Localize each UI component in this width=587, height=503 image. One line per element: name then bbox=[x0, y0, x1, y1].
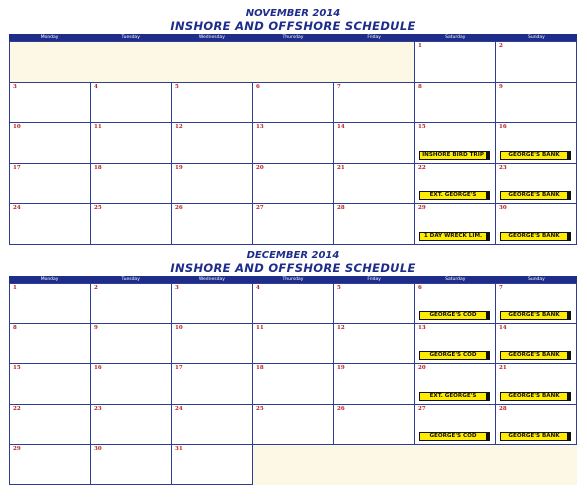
day-number: 16 bbox=[94, 365, 102, 372]
day-cell[interactable] bbox=[172, 164, 253, 205]
day-cell[interactable] bbox=[172, 324, 253, 364]
day-number: 17 bbox=[13, 164, 21, 171]
day-number: 9 bbox=[94, 325, 98, 332]
weekday-sunday: Sunday bbox=[528, 35, 545, 40]
day-cell[interactable] bbox=[91, 324, 172, 364]
day-number: 6 bbox=[256, 83, 260, 90]
schedule-title: INSHORE AND OFFSHORE SCHEDULE bbox=[170, 261, 416, 275]
day-cell[interactable] bbox=[334, 83, 415, 124]
day-cell[interactable] bbox=[253, 284, 334, 324]
day-cell[interactable] bbox=[496, 42, 577, 83]
day-cell[interactable] bbox=[91, 445, 172, 485]
trip-event-label[interactable]: GEORGE'S COD bbox=[419, 351, 490, 360]
day-cell[interactable] bbox=[253, 204, 334, 245]
day-number: 1 bbox=[418, 43, 422, 49]
day-cell[interactable] bbox=[415, 364, 496, 404]
day-number: 29 bbox=[13, 445, 21, 452]
day-number: 13 bbox=[418, 325, 426, 332]
day-number: 31 bbox=[175, 445, 183, 452]
trip-event-label[interactable]: GEORGE'S BANK bbox=[500, 232, 571, 241]
weekday-monday: Monday bbox=[40, 35, 59, 40]
day-number: 6 bbox=[418, 285, 422, 291]
weekday-wednesday: Wednesday bbox=[198, 277, 225, 282]
day-cell[interactable] bbox=[10, 445, 91, 485]
day-cell[interactable] bbox=[91, 364, 172, 404]
day-cell[interactable] bbox=[253, 164, 334, 205]
day-cell[interactable] bbox=[172, 405, 253, 445]
day-number: 4 bbox=[256, 285, 260, 291]
day-cell[interactable] bbox=[253, 364, 334, 404]
day-number: 14 bbox=[499, 325, 507, 332]
day-number: 3 bbox=[13, 83, 17, 90]
empty-day-cell bbox=[334, 42, 415, 83]
weekday-friday: Friday bbox=[367, 277, 381, 282]
day-number: 28 bbox=[337, 205, 345, 212]
trip-event-label[interactable]: GEORGE'S BANK bbox=[500, 432, 571, 441]
day-number: 22 bbox=[13, 405, 21, 412]
weekday-friday: Friday bbox=[367, 35, 381, 40]
day-cell[interactable] bbox=[91, 164, 172, 205]
day-number: 8 bbox=[13, 325, 17, 332]
trip-event-label[interactable]: GEORGE'S COD bbox=[419, 311, 490, 320]
day-cell[interactable] bbox=[415, 42, 496, 83]
day-number: 5 bbox=[175, 83, 179, 90]
trip-event-label[interactable]: GEORGE'S BANK bbox=[500, 191, 571, 200]
weekday-saturday: Saturday bbox=[445, 35, 466, 40]
day-cell[interactable] bbox=[91, 405, 172, 445]
day-cell[interactable] bbox=[253, 324, 334, 364]
day-number: 3 bbox=[175, 285, 179, 291]
day-number: 12 bbox=[175, 124, 183, 131]
weekday-header bbox=[9, 34, 577, 41]
day-number: 4 bbox=[94, 83, 98, 90]
november-title-block bbox=[9, 7, 577, 34]
day-number: 21 bbox=[337, 164, 345, 171]
day-number: 20 bbox=[418, 365, 426, 372]
day-number: 2 bbox=[94, 285, 98, 291]
day-cell[interactable] bbox=[10, 364, 91, 404]
day-number: 17 bbox=[175, 365, 183, 372]
day-number: 26 bbox=[175, 205, 183, 212]
day-number: 22 bbox=[418, 164, 426, 171]
day-cell[interactable] bbox=[334, 364, 415, 404]
day-cell[interactable] bbox=[334, 164, 415, 205]
day-number: 1 bbox=[13, 285, 17, 291]
day-cell[interactable] bbox=[415, 324, 496, 364]
day-cell[interactable] bbox=[10, 164, 91, 205]
day-cell[interactable] bbox=[253, 405, 334, 445]
day-number: 15 bbox=[418, 124, 426, 131]
empty-day-cell bbox=[10, 42, 91, 83]
day-number: 8 bbox=[418, 83, 422, 90]
day-cell[interactable] bbox=[415, 164, 496, 205]
day-cell[interactable] bbox=[415, 405, 496, 445]
day-number: 11 bbox=[256, 325, 264, 332]
schedule-title: INSHORE AND OFFSHORE SCHEDULE bbox=[170, 19, 416, 33]
weekday-monday: Monday bbox=[40, 277, 59, 282]
day-cell[interactable] bbox=[334, 324, 415, 364]
day-cell[interactable] bbox=[415, 83, 496, 124]
day-number: 16 bbox=[499, 124, 507, 131]
day-number: 27 bbox=[256, 205, 264, 212]
day-cell[interactable] bbox=[172, 284, 253, 324]
day-cell[interactable] bbox=[334, 204, 415, 245]
november-calendar bbox=[9, 7, 577, 245]
day-number: 24 bbox=[13, 205, 21, 212]
trip-event-label[interactable]: GEORGE'S BANK bbox=[500, 151, 571, 160]
day-cell[interactable] bbox=[172, 123, 253, 164]
day-cell[interactable] bbox=[415, 284, 496, 324]
day-cell[interactable] bbox=[496, 204, 577, 245]
day-cell[interactable] bbox=[496, 164, 577, 205]
day-cell[interactable] bbox=[10, 83, 91, 124]
day-number: 18 bbox=[256, 365, 264, 372]
day-number: 12 bbox=[337, 325, 345, 332]
trip-event-label[interactable]: 1 DAY WRECK LIM. bbox=[419, 232, 490, 241]
day-cell[interactable] bbox=[334, 284, 415, 324]
day-number: 24 bbox=[175, 405, 183, 412]
day-number: 5 bbox=[337, 285, 341, 291]
weekday-saturday: Saturday bbox=[445, 277, 466, 282]
month-title: DECEMBER 2014 bbox=[246, 250, 340, 261]
day-cell[interactable] bbox=[496, 364, 577, 404]
day-cell[interactable] bbox=[91, 83, 172, 124]
day-number: 9 bbox=[499, 83, 503, 90]
day-cell[interactable] bbox=[415, 123, 496, 164]
day-number: 25 bbox=[94, 205, 102, 212]
day-cell[interactable] bbox=[334, 405, 415, 445]
day-cell[interactable] bbox=[10, 405, 91, 445]
day-cell[interactable] bbox=[172, 364, 253, 404]
november-day-grid bbox=[9, 41, 577, 245]
day-cell[interactable] bbox=[415, 204, 496, 245]
weekday-tuesday: Tuesday bbox=[121, 35, 140, 40]
day-cell[interactable] bbox=[91, 204, 172, 245]
december-calendar bbox=[9, 249, 577, 485]
trip-event-label[interactable]: GEORGE'S BANK bbox=[500, 311, 571, 320]
day-cell[interactable] bbox=[253, 83, 334, 124]
day-number: 2 bbox=[499, 43, 503, 49]
weekday-wednesday: Wednesday bbox=[198, 35, 225, 40]
day-number: 30 bbox=[94, 445, 102, 452]
day-cell[interactable] bbox=[10, 284, 91, 324]
day-number: 19 bbox=[337, 365, 345, 372]
day-cell[interactable] bbox=[334, 123, 415, 164]
weekday-thursday: Thursday bbox=[282, 35, 304, 40]
day-number: 18 bbox=[94, 164, 102, 171]
day-cell[interactable] bbox=[91, 123, 172, 164]
empty-day-cell bbox=[91, 42, 172, 83]
day-number: 23 bbox=[94, 405, 102, 412]
trip-event-label[interactable]: EXT. GEORGE'S bbox=[419, 392, 490, 401]
day-number: 10 bbox=[13, 124, 21, 131]
day-number: 29 bbox=[418, 205, 426, 212]
weekday-header bbox=[9, 276, 577, 283]
day-cell[interactable] bbox=[172, 445, 253, 485]
day-number: 13 bbox=[256, 124, 264, 131]
day-number: 7 bbox=[499, 285, 503, 291]
day-cell[interactable] bbox=[172, 204, 253, 245]
weekday-sunday: Sunday bbox=[528, 277, 545, 282]
day-number: 14 bbox=[337, 124, 345, 131]
day-cell[interactable] bbox=[496, 284, 577, 324]
day-cell[interactable] bbox=[496, 83, 577, 124]
day-number: 7 bbox=[337, 83, 341, 90]
day-number: 21 bbox=[499, 365, 507, 372]
day-cell[interactable] bbox=[253, 123, 334, 164]
weekday-tuesday: Tuesday bbox=[121, 277, 140, 282]
trip-event-label[interactable]: GEORGE'S BANK bbox=[500, 351, 571, 360]
empty-day-cell bbox=[253, 42, 334, 83]
weekday-thursday: Thursday bbox=[282, 277, 304, 282]
empty-day-cell bbox=[172, 42, 253, 83]
day-cell[interactable] bbox=[496, 123, 577, 164]
trip-event-label[interactable]: EXT. GEORGE'S bbox=[419, 191, 490, 200]
day-number: 26 bbox=[337, 405, 345, 412]
day-cell[interactable] bbox=[10, 204, 91, 245]
day-cell[interactable] bbox=[10, 123, 91, 164]
day-cell[interactable] bbox=[496, 324, 577, 364]
day-number: 11 bbox=[94, 124, 102, 131]
trip-event-label[interactable]: INSHORE BIRD TRIP bbox=[419, 151, 490, 160]
december-title-block bbox=[9, 249, 577, 276]
day-cell[interactable] bbox=[10, 324, 91, 364]
trip-event-label[interactable]: GEORGE'S COD bbox=[419, 432, 490, 441]
day-number: 25 bbox=[256, 405, 264, 412]
day-number: 10 bbox=[175, 325, 183, 332]
day-number: 15 bbox=[13, 365, 21, 372]
day-cell[interactable] bbox=[172, 83, 253, 124]
day-number: 20 bbox=[256, 164, 264, 171]
day-number: 23 bbox=[499, 164, 507, 171]
trip-event-label[interactable]: GEORGE'S BANK bbox=[500, 392, 571, 401]
day-number: 19 bbox=[175, 164, 183, 171]
day-number: 28 bbox=[499, 405, 507, 412]
empty-trailing-area bbox=[253, 445, 577, 485]
month-title: NOVEMBER 2014 bbox=[245, 8, 341, 19]
day-cell[interactable] bbox=[496, 405, 577, 445]
december-day-grid bbox=[9, 283, 577, 485]
day-cell[interactable] bbox=[91, 284, 172, 324]
day-number: 30 bbox=[499, 205, 507, 212]
day-number: 27 bbox=[418, 405, 426, 412]
